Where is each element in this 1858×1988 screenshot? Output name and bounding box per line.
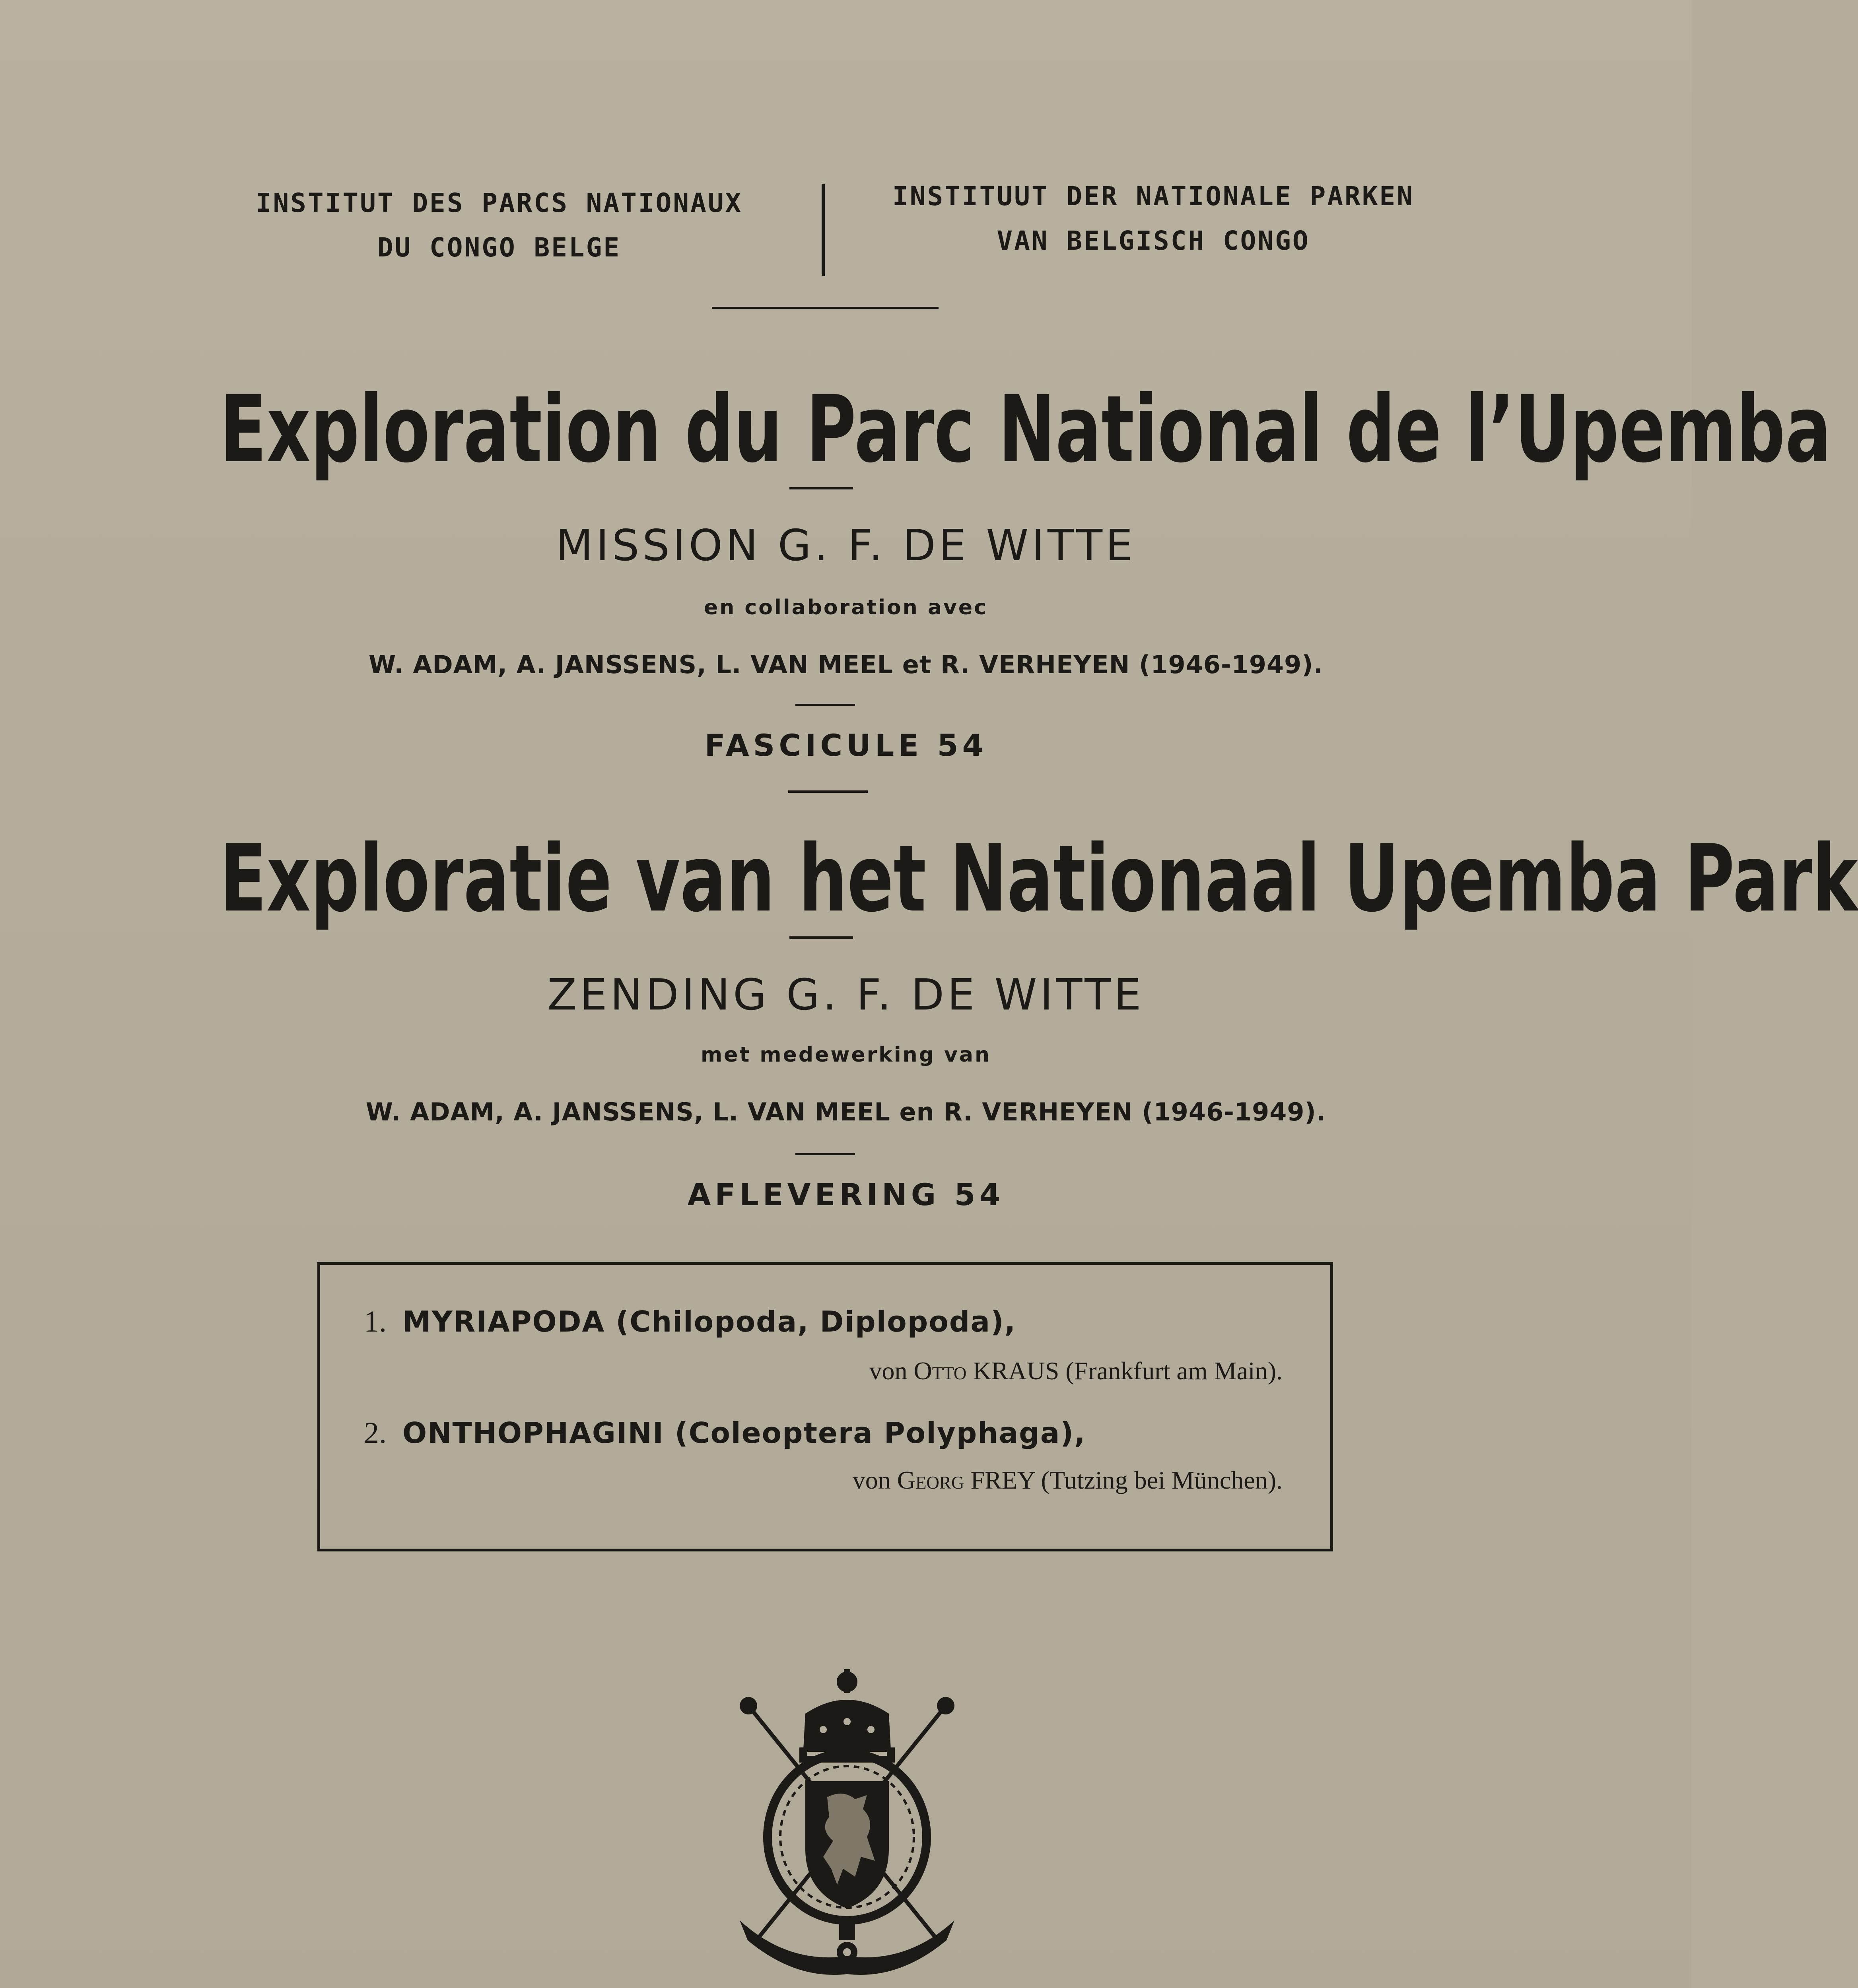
contents-box <box>317 1262 1333 1551</box>
author-first-name: Otto <box>913 1357 967 1385</box>
dutch-title-rule <box>789 936 853 939</box>
contents-entry-1 <box>364 1305 1318 1339</box>
dutch-title: Exploratie van het Nationaal Upemba Park <box>220 825 1858 932</box>
author-prefix: von <box>852 1466 897 1494</box>
aflevering-label: AFLEVERING 54 <box>687 1177 1005 1212</box>
header-divider <box>822 184 825 276</box>
french-collaboration: en collaboration avec <box>704 596 988 619</box>
dutch-mission: ZENDING G. F. DE WITTE <box>547 970 1145 1020</box>
french-names: W. ADAM, A. JANSSENS, L. VAN MEEL et R. VERHEYEN (1946-1949). <box>368 650 1324 679</box>
institution-dutch-line1: INSTITUUT DER NATIONALE PARKEN <box>892 181 1415 212</box>
author-place: (Tutzing bei München). <box>1034 1466 1283 1494</box>
dutch-names-rule <box>795 1153 855 1155</box>
institution-dutch <box>847 174 1460 263</box>
entry-title: ONTHOPHAGINI (Coleoptera Polyphaga), <box>402 1416 1086 1450</box>
dutch-names: W. ADAM, A. JANSSENS, L. VAN MEEL en R. VERHEYEN (1946-1949). <box>365 1097 1326 1126</box>
institution-dutch-line2: VAN BELGISCH CONGO <box>997 225 1310 256</box>
entry-title: MYRIAPODA (Chilopoda, Diplopoda), <box>402 1305 1016 1338</box>
header-rule <box>712 307 939 309</box>
fascicule-label: FASCICULE 54 <box>704 728 987 763</box>
author-first-name: Georg <box>897 1466 964 1494</box>
author-place: (Frankfurt am Main). <box>1059 1357 1283 1385</box>
french-mission: MISSION G. F. DE WITTE <box>556 521 1136 571</box>
french-names-rule <box>795 704 855 706</box>
entry-number: 2. <box>364 1416 387 1450</box>
author-last-name: FREY <box>964 1466 1035 1494</box>
fascicule-rule <box>788 790 868 793</box>
french-title-rule <box>789 487 853 489</box>
belgian-coat-of-arms-icon <box>724 1662 970 1980</box>
institution-french-line1: INSTITUT DES PARCS NATIONAUX <box>255 188 743 218</box>
institution-french-line2: DU CONGO BELGE <box>377 232 621 263</box>
dutch-collaboration: met medewerking van <box>700 1043 991 1067</box>
french-title: Exploration du Parc National de l’Upemba <box>220 376 1831 483</box>
contents-entry-2-author <box>853 1466 1283 1495</box>
author-prefix: von <box>869 1357 914 1385</box>
institution-french <box>171 181 827 270</box>
contents-entry-1-author <box>869 1356 1283 1386</box>
contents-entry-2 <box>364 1416 1318 1450</box>
entry-number: 1. <box>364 1305 387 1338</box>
author-last-name: KRAUS <box>966 1357 1059 1385</box>
